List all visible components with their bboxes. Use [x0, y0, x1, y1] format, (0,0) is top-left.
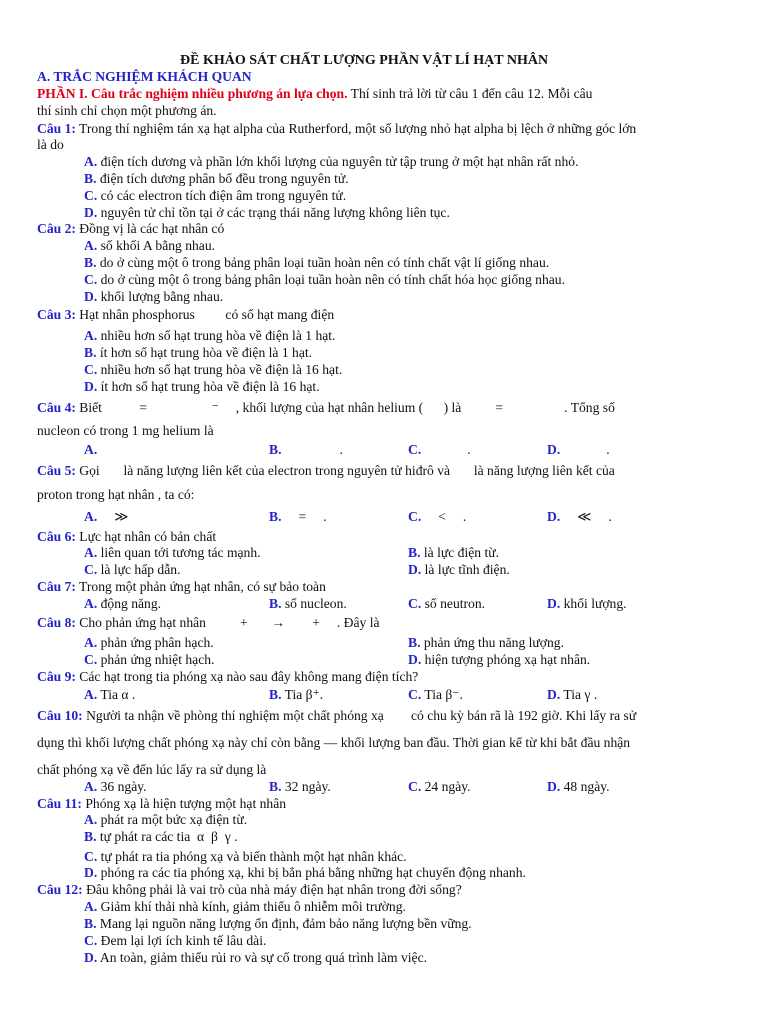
- question-text-cont: là do: [37, 137, 64, 152]
- q8-option-b[interactable]: [408, 634, 564, 651]
- q2-option-c[interactable]: [84, 271, 565, 288]
- q8-option-a[interactable]: [84, 634, 214, 651]
- option-letter: C.: [408, 779, 422, 794]
- option-text: An toàn, giảm thiểu rủi ro và sự cố trong quá trình làm việc.: [99, 950, 427, 965]
- question-text: Trong thí nghiệm tán xạ hạt alpha của Rutherford, một số lượng nhỏ hạt alpha bị lệch ở những góc lớn: [75, 121, 637, 136]
- part-text-line2: thí sinh chỉ chọn một phương án.: [37, 103, 217, 118]
- option-text: khối lượng.: [563, 596, 627, 611]
- option-letter: D.: [547, 509, 561, 524]
- option-text: số nucleon.: [284, 596, 347, 611]
- option-letter: C.: [408, 596, 422, 611]
- question-text: Hạt nhân phosphorus có số hạt mang điện: [75, 307, 335, 322]
- question-10: [37, 707, 636, 724]
- option-letter: A.: [84, 687, 98, 702]
- question-number: Câu 3:: [37, 307, 76, 322]
- option-text: Đem lại lợi ích kinh tế lâu dài.: [100, 933, 267, 948]
- option-letter: C.: [408, 442, 422, 457]
- q5-option-d[interactable]: [547, 508, 612, 525]
- q6-option-b[interactable]: [408, 544, 499, 561]
- option-text: 24 ngày.: [424, 779, 471, 794]
- part-label: PHẦN I. Câu trắc nghiệm nhiều phương án lựa chọn.: [37, 86, 348, 101]
- option-text: số neutron.: [424, 596, 486, 611]
- question-text: Gọi là năng lượng liên kết của electron trong nguyên tử hiđrô và là năng lượng liên kết của: [75, 463, 615, 478]
- option-letter: C.: [84, 272, 98, 287]
- q9-option-a[interactable]: [84, 686, 135, 703]
- q4-option-b[interactable]: [269, 441, 343, 458]
- question-text-cont: nucleon có trong 1 mg helium là: [37, 423, 214, 438]
- option-letter: C.: [408, 509, 422, 524]
- question-number: Câu 9:: [37, 669, 76, 684]
- option-text: Giảm khí thải nhà kính, giảm thiểu ô nhiễm môi trường.: [100, 899, 406, 914]
- q12-option-d[interactable]: [84, 949, 427, 966]
- q9-option-b[interactable]: [269, 686, 323, 703]
- option-letter: B.: [84, 171, 97, 186]
- option-text: Tia α .: [100, 687, 136, 702]
- option-letter: B.: [84, 916, 97, 931]
- option-letter: D.: [84, 865, 98, 880]
- option-text: .: [339, 442, 343, 457]
- option-text: 36 ngày.: [100, 779, 147, 794]
- option-letter: A.: [84, 779, 98, 794]
- option-text: điện tích dương phân bố đều trong nguyên tử.: [99, 171, 349, 186]
- option-text: Tia β⁻.: [424, 687, 463, 702]
- option-letter: D.: [84, 205, 98, 220]
- option-letter: B.: [269, 687, 282, 702]
- option-letter: B.: [269, 442, 282, 457]
- question-number: Câu 2:: [37, 221, 76, 236]
- q3-option-c[interactable]: [84, 361, 342, 378]
- option-text: có các electron tích điện âm trong nguyên tử.: [100, 188, 347, 203]
- question-5: [37, 462, 615, 479]
- question-number: Câu 5:: [37, 463, 76, 478]
- option-text: .: [606, 442, 610, 457]
- q1-option-a[interactable]: [84, 153, 578, 170]
- option-letter: A.: [84, 328, 98, 343]
- q7-option-d[interactable]: [547, 595, 627, 612]
- q12-option-c[interactable]: [84, 932, 266, 949]
- exam-title: ĐỀ KHẢO SÁT CHẤT LƯỢNG PHẦN VẬT LÍ HẠT NHÂN: [180, 53, 549, 68]
- question-text: Trong một phản ứng hạt nhân, có sự bảo toàn: [75, 579, 326, 594]
- question-number: Câu 4:: [37, 400, 76, 415]
- question-number: Câu 6:: [37, 529, 76, 544]
- option-text: tự phát ra các tia α β γ .: [99, 829, 238, 844]
- option-text: Tia β⁺.: [284, 687, 324, 702]
- option-letter: D.: [84, 289, 98, 304]
- question-text: Người ta nhận về phòng thí nghiệm một chất phóng xạ có chu kỳ bán rã là 192 giờ. Khi lấy ra sử: [82, 708, 637, 723]
- option-text: phát ra một bức xạ điện từ.: [100, 812, 248, 827]
- section-heading: A. TRẮC NGHIỆM KHÁCH QUAN: [37, 69, 252, 84]
- q7-option-c[interactable]: [408, 595, 485, 612]
- option-letter: A.: [84, 596, 98, 611]
- question-number: Câu 12:: [37, 882, 83, 897]
- q10-option-c[interactable]: [408, 778, 471, 795]
- q8-option-c[interactable]: [84, 651, 214, 668]
- option-text: phóng ra các tia phóng xạ, khi bị bắn phá bằng những hạt chuyển động nhanh.: [100, 865, 526, 880]
- option-letter: B.: [408, 635, 421, 650]
- option-letter: D.: [547, 442, 561, 457]
- question-text: Biết = ⁻ , khối lượng của hạt nhân helium ( ) là = . Tổng số: [75, 400, 615, 415]
- option-text: Mang lại nguồn năng lượng ổn định, đảm bảo năng lượng bền vững.: [99, 916, 472, 931]
- option-letter: D.: [84, 379, 98, 394]
- option-letter: B.: [269, 596, 282, 611]
- question-2: [37, 220, 224, 237]
- option-text: = .: [281, 509, 327, 524]
- q10-option-a[interactable]: [84, 778, 147, 795]
- q3-option-a[interactable]: [84, 327, 335, 344]
- q2-option-a[interactable]: [84, 237, 215, 254]
- option-text: là lực hấp dẫn.: [100, 562, 181, 577]
- option-letter: B.: [84, 255, 97, 270]
- question-1: [37, 120, 636, 137]
- q11-option-d[interactable]: [84, 864, 526, 881]
- option-text: nhiều hơn số hạt trung hòa về điện là 1 hạt.: [100, 328, 336, 343]
- option-letter: A.: [84, 635, 98, 650]
- option-text: phản ứng phân hạch.: [100, 635, 214, 650]
- q3-option-b[interactable]: [84, 344, 312, 361]
- question-8: [37, 614, 380, 631]
- q9-option-c[interactable]: [408, 686, 463, 703]
- question-number: Câu 7:: [37, 579, 76, 594]
- option-text: tự phát ra tia phóng xạ và biến thành một hạt nhân khác.: [100, 849, 407, 864]
- option-letter: A.: [84, 545, 98, 560]
- option-text: điện tích dương và phần lớn khối lượng của nguyên tử tập trung ở một hạt nhân rất nhỏ.: [100, 154, 579, 169]
- option-text: .: [467, 442, 471, 457]
- question-9: [37, 668, 418, 685]
- q5-option-a[interactable]: [84, 508, 128, 525]
- question-6: [37, 528, 216, 545]
- question-11: [37, 795, 286, 812]
- q7-option-a[interactable]: [84, 595, 161, 612]
- option-text: 32 ngày.: [284, 779, 331, 794]
- option-text: ≪ .: [560, 509, 612, 524]
- question-4: [37, 399, 615, 416]
- q2-option-d[interactable]: [84, 288, 223, 305]
- option-text: số khối A bằng nhau.: [100, 238, 216, 253]
- option-letter: B.: [408, 545, 421, 560]
- q6-option-a[interactable]: [84, 544, 261, 561]
- option-letter: D.: [547, 596, 561, 611]
- option-text: hiện tượng phóng xạ hạt nhân.: [424, 652, 591, 667]
- option-text: phản ứng nhiệt hạch.: [100, 652, 215, 667]
- q12-option-a[interactable]: [84, 898, 406, 915]
- question-7: [37, 578, 326, 595]
- q8-option-d[interactable]: [408, 651, 590, 668]
- option-letter: B.: [84, 829, 97, 844]
- q6-option-d[interactable]: [408, 561, 510, 578]
- option-text: < .: [421, 509, 467, 524]
- question-3: [37, 306, 334, 323]
- option-text: nhiều hơn số hạt trung hòa về điện là 16 hạt.: [100, 362, 343, 377]
- q5-option-c[interactable]: [408, 508, 466, 525]
- option-letter: D.: [84, 950, 98, 965]
- option-text: khối lượng bằng nhau.: [100, 289, 224, 304]
- option-text: 48 ngày.: [563, 779, 610, 794]
- option-letter: C.: [84, 652, 98, 667]
- option-letter: A.: [84, 442, 98, 457]
- q1-option-b[interactable]: [84, 170, 349, 187]
- question-number: Câu 8:: [37, 615, 76, 630]
- q7-option-b[interactable]: [269, 595, 347, 612]
- q5-option-b[interactable]: [269, 508, 327, 525]
- option-letter: D.: [408, 652, 422, 667]
- question-text: Đồng vị là các hạt nhân có: [75, 221, 225, 236]
- q9-option-d[interactable]: [547, 686, 597, 703]
- option-letter: C.: [84, 362, 98, 377]
- q10-option-d[interactable]: [547, 778, 610, 795]
- q11-option-b[interactable]: [84, 828, 238, 845]
- question-text: Đâu không phải là vai trò của nhà máy điện hạt nhân trong đời sống?: [82, 882, 462, 897]
- q12-option-b[interactable]: [84, 915, 472, 932]
- q10-option-b[interactable]: [269, 778, 331, 795]
- option-letter: C.: [408, 687, 422, 702]
- option-letter: C.: [84, 188, 98, 203]
- option-letter: B.: [84, 345, 97, 360]
- option-letter: B.: [269, 779, 282, 794]
- option-letter: A.: [84, 899, 98, 914]
- option-text: phản ứng thu năng lượng.: [423, 635, 564, 650]
- q6-option-c[interactable]: [84, 561, 180, 578]
- option-letter: D.: [547, 687, 561, 702]
- question-text: Cho phản ứng hạt nhân + → + . Đây là: [75, 615, 380, 630]
- option-letter: A.: [84, 238, 98, 253]
- option-letter: A.: [84, 812, 98, 827]
- option-text: là lực điện từ.: [423, 545, 500, 560]
- option-letter: D.: [547, 779, 561, 794]
- q1-option-d[interactable]: [84, 204, 450, 221]
- question-text-cont: chất phóng xạ về đến lúc lấy ra sử dụng là: [37, 762, 267, 777]
- question-text: Các hạt trong tia phóng xạ nào sau đây không mang điện tích?: [75, 669, 419, 684]
- option-text: ít hơn số hạt trung hòa về điện là 16 hạt.: [100, 379, 320, 394]
- option-text: nguyên tử chỉ tồn tại ở các trạng thái năng lượng không liên tục.: [100, 205, 450, 220]
- option-letter: C.: [84, 562, 98, 577]
- question-number: Câu 1:: [37, 121, 76, 136]
- question-text-cont: dụng thì khối lượng chất phóng xạ này chỉ còn bằng — khối lượng ban đầu. Thời gian kể từ khi bắt đầu nhận: [37, 735, 631, 750]
- option-letter: A.: [84, 509, 98, 524]
- q2-option-b[interactable]: [84, 254, 549, 271]
- question-text: Lực hạt nhân có bản chất: [75, 529, 217, 544]
- option-text: do ở cùng một ô trong bảng phân loại tuần hoàn nên có tính chất vật lí giống nhau.: [99, 255, 550, 270]
- option-letter: B.: [269, 509, 282, 524]
- option-text: ≫: [97, 509, 129, 524]
- question-text: Phóng xạ là hiện tượng một hạt nhân: [81, 796, 287, 811]
- option-text: là lực tĩnh điện.: [424, 562, 510, 577]
- option-letter: C.: [84, 933, 98, 948]
- q1-option-c[interactable]: [84, 187, 346, 204]
- q4-option-a[interactable]: [84, 441, 97, 458]
- q4-option-d[interactable]: [547, 441, 610, 458]
- option-text: liên quan tới tương tác mạnh.: [100, 545, 261, 560]
- option-letter: D.: [408, 562, 422, 577]
- q11-option-c[interactable]: [84, 848, 407, 865]
- option-text: ít hơn số hạt trung hòa về điện là 1 hạt.: [99, 345, 313, 360]
- part-text: Thí sinh trả lời từ câu 1 đến câu 12. Mỗi câu: [347, 86, 593, 101]
- q3-option-d[interactable]: [84, 378, 320, 395]
- question-number: Câu 10:: [37, 708, 83, 723]
- question-number: Câu 11:: [37, 796, 82, 811]
- option-letter: C.: [84, 849, 98, 864]
- question-text-cont: proton trong hạt nhân , ta có:: [37, 487, 195, 502]
- option-text: do ở cùng một ô trong bảng phân loại tuần hoàn nên có tính chất hóa học giống nhau.: [100, 272, 565, 287]
- q11-option-a[interactable]: [84, 811, 247, 828]
- part-instructions: [37, 85, 592, 102]
- option-text: Tia γ .: [563, 687, 598, 702]
- q4-option-c[interactable]: [408, 441, 471, 458]
- question-12: [37, 881, 462, 898]
- option-letter: A.: [84, 154, 98, 169]
- option-text: động năng.: [100, 596, 162, 611]
